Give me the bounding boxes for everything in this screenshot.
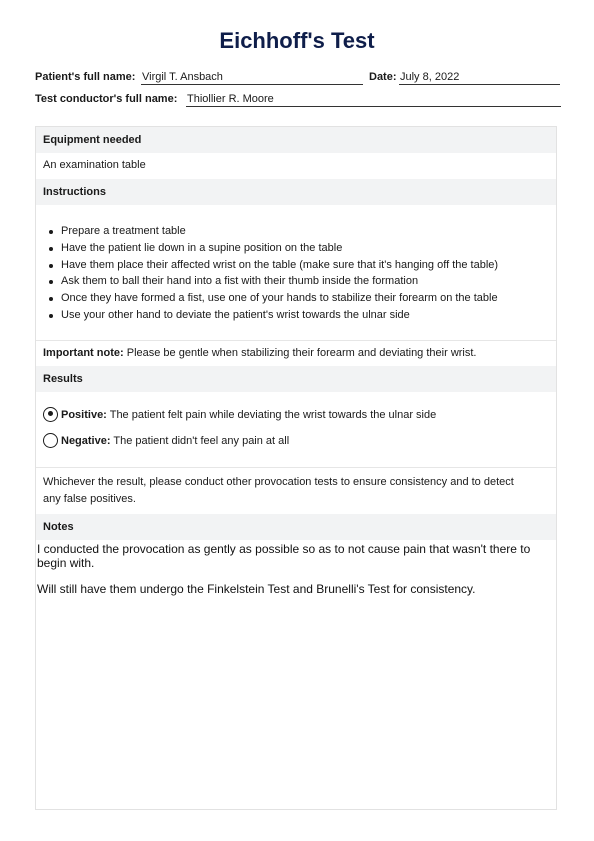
patient-name-field[interactable] [141,70,363,85]
divider [36,340,556,341]
result-option-positive[interactable] [43,406,436,424]
important-note-label: Important note: [43,347,124,359]
important-note-text: Please be gentle when stabilizing their forearm and deviating their wrist. [126,347,477,359]
positive-text: The patient felt pain while deviating the wrist towards the ulnar side [109,409,437,421]
list-item: Prepare a treatment table [43,223,498,240]
date-value: July 8, 2022 [400,71,460,83]
patient-name-value: Virgil T. Ansbach [142,71,223,83]
notes-paragraph: Will still have them undergo the Finkelstein Test and Brunelli's Test for consistency. [37,582,476,596]
form-body [35,126,557,810]
list-item: Once they have formed a fist, use one of your hands to stabilize their forearm on the table [43,290,498,307]
negative-label: Negative: [61,435,111,447]
conductor-name-field[interactable] [186,92,561,107]
conductor-name-value: Thiollier R. Moore [187,93,274,105]
negative-text: The patient didn't feel any pain at all [113,435,290,447]
result-option-negative[interactable] [43,432,289,450]
results-note-line: any false positives. [43,493,136,505]
patient-row [35,70,560,86]
notes-line: begin with. [37,556,95,570]
radio-unselected-icon[interactable] [43,433,58,448]
patient-name-label: Patient's full name: [35,71,136,83]
notes-heading: Notes [36,514,556,540]
positive-label: Positive: [61,409,107,421]
important-note [43,345,476,361]
list-item: Have the patient lie down in a supine position on the table [43,240,498,257]
notes-paragraph [37,542,562,570]
results-heading: Results [36,366,556,392]
notes-content[interactable] [37,542,562,608]
instructions-list [43,223,498,324]
results-note-line: Whichever the result, please conduct other provocation tests to ensure consistency and to detect [43,476,514,488]
page-title: Eichhoff's Test [219,28,375,53]
instructions-heading: Instructions [36,179,556,205]
list-item: Ask them to ball their hand into a fist with their thumb inside the formation [43,273,498,290]
list-item: Use your other hand to deviate the patient's wrist towards the ulnar side [43,307,498,324]
equipment-text: An examination table [43,159,146,171]
conductor-row [35,92,561,108]
date-field[interactable] [399,70,560,85]
equipment-heading: Equipment needed [36,127,556,153]
divider [36,467,556,468]
date-label: Date: [369,71,397,83]
notes-line: I conducted the provocation as gently as possible so as to not cause pain that wasn't there to [37,542,531,556]
results-note [43,474,514,508]
radio-selected-icon[interactable] [43,407,58,422]
conductor-name-label: Test conductor's full name: [35,93,178,105]
list-item: Have them place their affected wrist on the table (make sure that it's hanging off the table) [43,257,498,274]
